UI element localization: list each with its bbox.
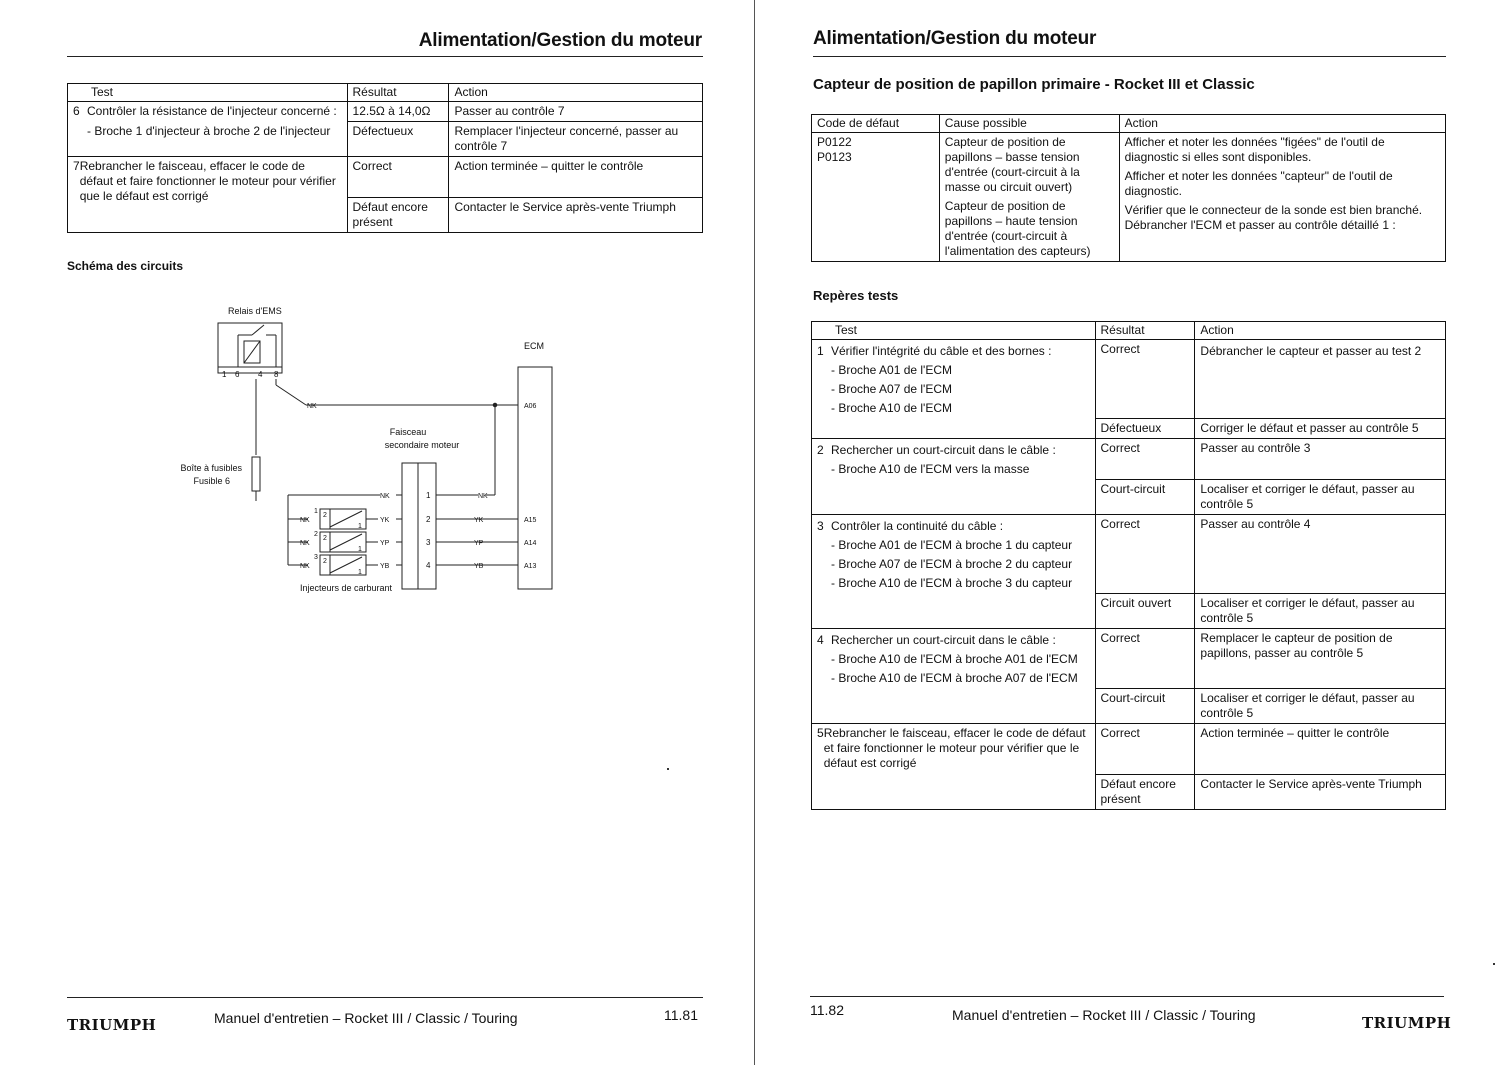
svg-text:2: 2 bbox=[323, 558, 327, 565]
table-row: 4 Rechercher un court-circuit dans le câble : - Broche A10 de l'ECM à broche A01 de l'ECM - Broche A10 de l'ECM à broche A07 de l'ECM Correct Remplacer le capteur de position de papillons, passer au contrôle 5 bbox=[812, 629, 1446, 689]
relay-label: Relais d'EMS bbox=[228, 306, 282, 316]
svg-text:NK: NK bbox=[307, 403, 317, 410]
table-row: 6 Contrôler la résistance de l'injecteur concerné : 12.5Ω à 14,0Ω Passer au contrôle 7 bbox=[68, 102, 703, 122]
svg-text:YB: YB bbox=[380, 563, 390, 570]
svg-text:secondaire moteur: secondaire moteur bbox=[384, 440, 460, 450]
relay-box bbox=[218, 323, 282, 373]
section-title: Capteur de position de papillon primaire - Rocket III et Classic bbox=[813, 76, 1255, 93]
svg-text:NK: NK bbox=[300, 563, 310, 570]
table-header-row bbox=[68, 84, 703, 102]
table-row: 3 Contrôler la continuité du câble : - Broche A01 de l'ECM à broche 1 du capteur - Broche A07 de l'ECM à broche 2 du capteur - Broche A10 de l'ECM à broche 3 du capteur Correct Passer au contrôle 4 bbox=[812, 515, 1446, 594]
triumph-logo: TRIUMPH bbox=[67, 1016, 157, 1034]
footer-title: Manuel d'entretien – Rocket III / Classic / Touring bbox=[952, 1007, 1256, 1023]
footer-rule bbox=[67, 997, 703, 998]
table-row: Court-circuit Localiser et corriger le défaut, passer au contrôle 5 bbox=[812, 480, 1446, 515]
right-page bbox=[756, 0, 1499, 1065]
svg-text:NK: NK bbox=[478, 493, 488, 500]
table-row: 7 Rebrancher le faisceau, effacer le code de défaut et faire fonctionner le moteur pour vérifier que le défaut est corrigé Correct Action terminée – quitter le contrôle bbox=[68, 157, 703, 198]
svg-text:2: 2 bbox=[323, 535, 327, 542]
col-result: Résultat bbox=[347, 84, 449, 102]
ecm-box bbox=[518, 367, 552, 589]
footer-rule bbox=[810, 996, 1444, 997]
svg-text:YP: YP bbox=[474, 540, 484, 547]
table-row: Défaut encore présent Contacter le Service après-vente Triumph bbox=[812, 775, 1446, 810]
table-row: 5 Rebrancher le faisceau, effacer le code de défaut et faire fonctionner le moteur pour vérifier que le défaut est corrigé Correct Action terminée – quitter le contrôle bbox=[812, 724, 1446, 775]
svg-text:3: 3 bbox=[426, 538, 431, 547]
col-test: Test bbox=[68, 84, 348, 102]
svg-text:2: 2 bbox=[314, 531, 318, 538]
svg-text:1: 1 bbox=[222, 370, 227, 379]
table-header-row: Test Résultat Action bbox=[812, 322, 1446, 340]
page-header: Alimentation/Gestion du moteur bbox=[418, 30, 702, 51]
table-row: - Broche 1 d'injecteur à broche 2 de l'injecteur Défectueux Remplacer l'injecteur concerné, passer au contrôle 7 bbox=[68, 122, 703, 157]
fault-code: P0122 bbox=[817, 135, 852, 149]
col-action: Action bbox=[449, 84, 703, 102]
schema-title: Schéma des circuits bbox=[67, 259, 184, 273]
svg-text:4: 4 bbox=[426, 561, 431, 570]
svg-text:1: 1 bbox=[314, 508, 318, 515]
table-row: 1 Vérifier l'intégrité du câble et des bornes : - Broche A01 de l'ECM - Broche A07 de l'ECM - Broche A10 de l'ECM Correct Débrancher le capteur et passer au test 2 bbox=[812, 340, 1446, 419]
fault-code: P0123 bbox=[817, 150, 852, 164]
circuit-diagram bbox=[160, 295, 580, 605]
page-number: 11.82 bbox=[810, 1002, 844, 1018]
fault-code-table bbox=[811, 114, 1446, 262]
svg-text:YK: YK bbox=[474, 517, 484, 524]
svg-text:2: 2 bbox=[426, 515, 431, 524]
table-row: 2 Rechercher un court-circuit dans le câble : - Broche A10 de l'ECM vers la masse Correct Passer au contrôle 3 bbox=[812, 439, 1446, 480]
footer-title: Manuel d'entretien – Rocket III / Classic / Touring bbox=[214, 1010, 518, 1026]
header-rule bbox=[813, 56, 1446, 57]
svg-text:A15: A15 bbox=[524, 517, 537, 524]
table-row: Défaut encore présent Contacter le Service après-vente Triumph bbox=[68, 198, 703, 233]
svg-text:1: 1 bbox=[358, 523, 362, 530]
svg-text:1: 1 bbox=[426, 491, 431, 500]
fuse bbox=[252, 457, 260, 491]
table-row: Défectueux Corriger le défaut et passer au contrôle 5 bbox=[812, 419, 1446, 439]
page-divider bbox=[754, 0, 755, 1065]
page-number: 11.81 bbox=[664, 1007, 698, 1023]
svg-text:1: 1 bbox=[358, 546, 362, 553]
test-table bbox=[811, 321, 1446, 810]
page-header: Alimentation/Gestion du moteur bbox=[813, 28, 1097, 49]
table-row: P0122 P0123 Capteur de position de papillons – basse tension d'entrée (court-circuit à la masse ou circuit ouvert) Capteur de position de papillons – haute tension d'entrée (court-circuit à l'alimentation des capteurs) Afficher et noter les données "figées" de l'outil de diagnostic si elles sont disponibles. Afficher et noter les données "capteur" de l'outil de diagnostic. Vérifier que le connecteur de la sonde est bien branché. Débrancher l'ECM et passer au contrôle détaillé 1 : bbox=[812, 133, 1446, 262]
svg-text:3: 3 bbox=[314, 554, 318, 561]
harness-label: Faisceau bbox=[389, 427, 427, 437]
table-row: Circuit ouvert Localiser et corriger le défaut, passer au contrôle 5 bbox=[812, 594, 1446, 629]
svg-text:6: 6 bbox=[235, 370, 240, 379]
svg-text:Fusible 6: Fusible 6 bbox=[193, 476, 230, 486]
injectors-label: Injecteurs de carburant bbox=[300, 583, 393, 593]
svg-text:YP: YP bbox=[380, 540, 390, 547]
triumph-logo: TRIUMPH bbox=[1362, 1014, 1452, 1032]
reperes-title: Repères tests bbox=[813, 288, 899, 303]
harness-connector bbox=[402, 463, 436, 589]
svg-text:4: 4 bbox=[258, 370, 263, 379]
svg-text:A13: A13 bbox=[524, 563, 537, 570]
svg-text:1: 1 bbox=[358, 569, 362, 576]
svg-text:NK: NK bbox=[300, 540, 310, 547]
ecm-label: ECM bbox=[524, 341, 544, 351]
fuse-label: Boîte à fusibles bbox=[180, 463, 242, 473]
svg-text:YK: YK bbox=[380, 517, 390, 524]
table-row: Court-circuit Localiser et corriger le défaut, passer au contrôle 5 bbox=[812, 689, 1446, 724]
svg-text:2: 2 bbox=[323, 512, 327, 519]
svg-text:8: 8 bbox=[274, 370, 279, 379]
svg-text:A14: A14 bbox=[524, 540, 537, 547]
svg-text:NK: NK bbox=[380, 493, 390, 500]
table-header-row: Code de défaut Cause possible Action bbox=[812, 115, 1446, 133]
test-table bbox=[67, 83, 703, 233]
svg-text:A06: A06 bbox=[524, 403, 537, 410]
svg-text:YB: YB bbox=[474, 563, 484, 570]
svg-text:NK: NK bbox=[300, 517, 310, 524]
header-rule bbox=[67, 56, 703, 57]
